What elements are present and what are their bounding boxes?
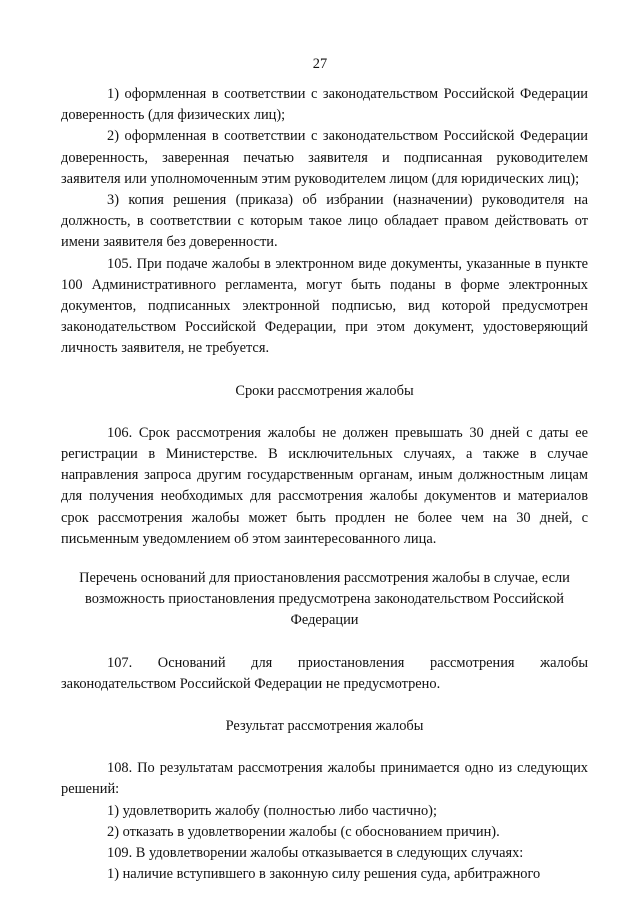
paragraph: 106. Срок рассмотрения жалобы не должен превышать 30 дней с даты ее регистрации в Министерстве. В исключительных случаях, а также в случае направления запроса другим государственным органам, иным должностным лицам для получения необходимых для рассмотрения жалобы документов и материалов срок рассмотрения жалобы может быть продлен не более чем на 30 дней, с письменным уведомлением об этом заинтересованного лица. bbox=[61, 424, 588, 547]
paragraph: 3) копия решения (приказа) об избрании (назначении) руководителя на должность, в соответствии с которым такое лицо обладает правом действовать от имени заявителя без доверенности. bbox=[61, 192, 588, 251]
paragraph: 109. В удовлетворении жалобы отказывается в следующих случаях: bbox=[107, 845, 524, 862]
paragraph: 107. Оснований для приостановления рассмотрения жалобы законодательством Российской Федерации не предусмотрено. bbox=[61, 654, 588, 692]
paragraph: 1) оформленная в соответствии с законодательством Российской Федерации доверенность (для физических лиц); bbox=[61, 86, 588, 124]
paragraph: 105. При подаче жалобы в электронном виде документы, указанные в пункте 100 Административного регламента, могут быть поданы в форме электронных документов, подписанных электронной подписью, вид которой предусмотрен законодательством Российской Федерации, при этом документ, удостоверяющий личность заявителя, не требуется. bbox=[61, 255, 588, 357]
section-heading: Перечень оснований для приостановления рассмотрения жалобы в случае, если возможность приостановления предусмотрена законодательством Российской Федерации bbox=[79, 570, 570, 629]
paragraph: 2) оформленная в соответствии с законодательством Российской Федерации доверенность, заверенная печатью заявителя и подписанная руководителем заявителя или уполномоченным этим руководителем лицом (для юридических лиц); bbox=[61, 128, 588, 187]
section-heading: Результат рассмотрения жалобы bbox=[225, 718, 424, 735]
paragraph: 1) удовлетворить жалобу (полностью либо частично); bbox=[107, 802, 437, 819]
page-number: 27 bbox=[312, 56, 328, 72]
paragraph: 1) наличие вступившего в законную силу решения суда, арбитражного bbox=[107, 866, 541, 883]
section-heading: Сроки рассмотрения жалобы bbox=[235, 382, 414, 399]
document-body bbox=[61, 84, 588, 886]
paragraph: 2) отказать в удовлетворении жалобы (с обоснованием причин). bbox=[107, 823, 500, 840]
paragraph: 108. По результатам рассмотрения жалобы принимается одно из следующих решений: bbox=[61, 760, 588, 798]
